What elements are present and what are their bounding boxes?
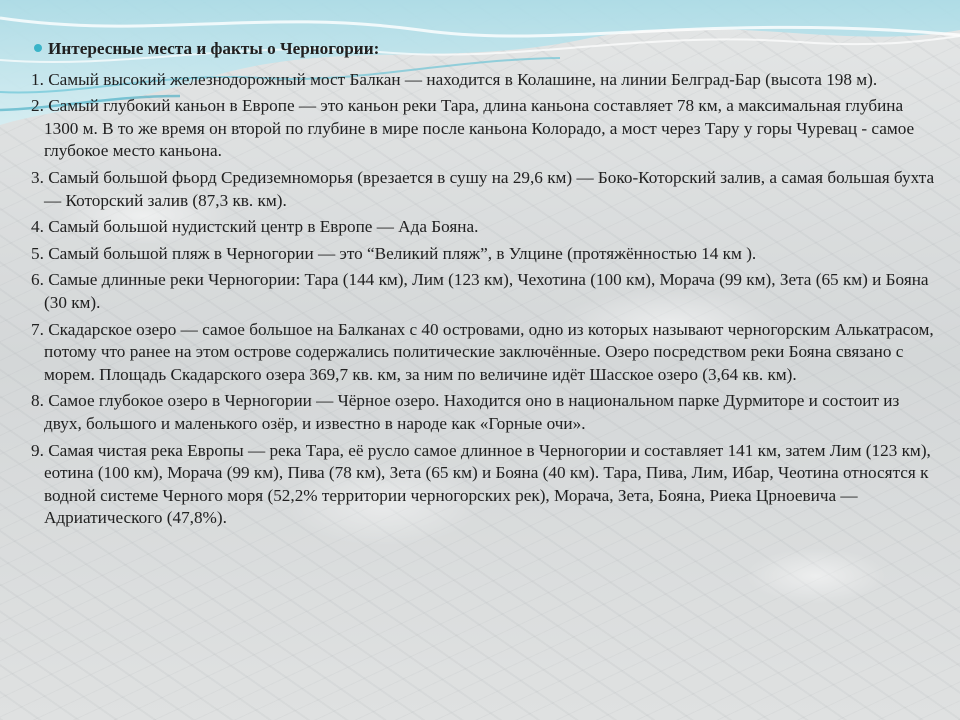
fact-item: 5. Самый большой пляж в Черногории — это “Великий пляж”, в Улцине (протяжённостью 14 км ).	[31, 243, 757, 263]
bullet-icon	[34, 44, 42, 52]
fact-item: 4. Самый большой нудистский центр в Европе — Ада Бояна.	[31, 217, 479, 237]
fact-item: 2. Самый глубокий каньон в Европе — это каньон реки Тара, длина каньона составляет 78 км, а максимальная глубина 1300 м. В то же время он второй по глубине в мире после каньона Колорадо, а мост через Тару у горы Чуревац - самое глубокое место каньона.	[31, 96, 915, 161]
fact-item: 7. Скадарское озеро — самое большое на Балканах с 40 островами, одно из которых называют черногорским Алькатрасом, потому что ранее на этом острове содержались политические заключённые. Озеро посредством реки Бояна связано с морем. Площадь Скадарского озера 369,7 кв. км, за ним по величине идёт Шасское озеро (3,64 кв. км).	[31, 319, 934, 384]
fact-item: 6. Самые длинные реки Черногории: Тара (144 км), Лим (123 км), Чехотина (100 км), Морача (99 км), Зета (65 км) и Бояна (30 км).	[31, 270, 929, 312]
slide-content	[28, 38, 936, 534]
slide-heading	[34, 38, 936, 61]
fact-item: 1. Самый высокий железнодорожный мост Балкан — находится в Колашине, на линии Белград-Бар (высота 198 м).	[31, 69, 878, 89]
fact-item: 3. Самый большой фьорд Средиземноморья (врезается в сушу на 29,6 км) — Боко-Которский залив, а самая большая бухта — Которский залив (87,3 кв. км).	[31, 167, 935, 210]
fact-item: 8. Самое глубокое озеро в Черногории — Чёрное озеро. Находится оно в национальном парке Дурмиторе и состоит из двух, большого и маленького озёр, и известно в народе как «Горные очи».	[31, 391, 900, 433]
fact-item: 9. Самая чистая река Европы — река Тара, её русло самое длинное в Черногории и составляет 141 км, затем Лим (123 км), еотина (100 км), Морача (99 км), Пива (78 км), Зета (65 км) и Бояна (40 км). Тара, Пива, Лим, Ибар, Чеотина относятся к водной системе Черного моря (52,2% территории черногорских рек), Морача, Зета, Бояна, Риека Црноевича — Адриатического (47,8%).	[31, 440, 931, 528]
heading-text: Интересные места и факты о Черногории:	[48, 39, 380, 58]
